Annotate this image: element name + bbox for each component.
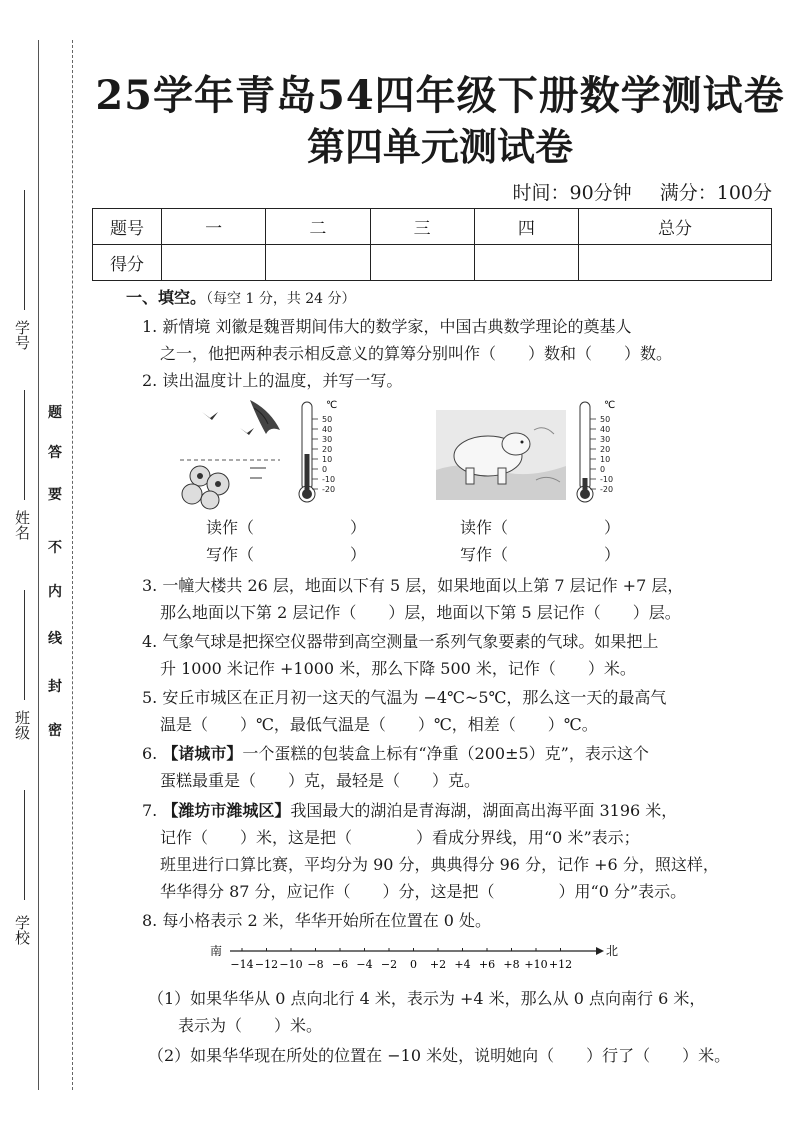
time-limit: 时间：90分钟 xyxy=(512,182,632,204)
question-8-sub-1-line-2: 表示为（ ）米。 xyxy=(178,1016,323,1035)
full-score: 满分：100分 xyxy=(659,182,772,204)
table-cell: 总分 xyxy=(579,209,772,245)
section-heading xyxy=(126,287,356,310)
therm-tick: 20 xyxy=(322,445,333,454)
q6-region-tag: 【诸城市】 xyxy=(162,744,243,763)
seal-char: 要 xyxy=(48,487,62,503)
question-8-sub-1-line-1: （1）如果华华从 0 点向北行 4 米，表示为 +4 米，那么从 0 点向南行 6 米， xyxy=(148,989,706,1008)
number-line-tick-label: −4 xyxy=(356,958,373,971)
table-cell: 四 xyxy=(474,209,578,245)
seal-char: 题 xyxy=(48,405,62,421)
question-4-line-1: 4. 气象气球是把探空仪器带到高空测量一系列气象要素的气球。如果把上 xyxy=(142,632,659,651)
number-line-tick-label: −6 xyxy=(331,958,349,971)
therm-tick: 10 xyxy=(600,455,611,464)
student-number-blank[interactable] xyxy=(24,190,25,310)
number-line-tick-label: −14 xyxy=(230,958,254,971)
number-line-tick-label: −12 xyxy=(254,958,279,971)
therm-unit: ℃ xyxy=(326,400,338,411)
q2-write-right[interactable]: 写作（ ） xyxy=(460,545,621,564)
score-table-score-row xyxy=(93,245,772,281)
therm-tick: 20 xyxy=(600,445,611,454)
seal-char: 不 xyxy=(48,540,62,556)
number-line xyxy=(208,940,619,980)
therm-unit: ℃ xyxy=(604,400,616,411)
therm-tick: 50 xyxy=(600,415,611,424)
q2-read-left[interactable]: 读作（ ） xyxy=(206,518,367,537)
thermometer-right xyxy=(578,396,648,508)
name-blank[interactable] xyxy=(24,390,25,500)
number-line-tick-label: 0 xyxy=(410,958,417,971)
class-blank[interactable] xyxy=(24,590,25,700)
therm-tick: -20 xyxy=(322,485,336,494)
birds-flowers-illustration xyxy=(180,398,300,510)
question-7-line-4: 华华得分 87 分，应记作（ ）分，这是把（ ）用“0 分”表示。 xyxy=(160,882,687,901)
question-5-line-2: 温是（ ）℃，最低气温是（ ）℃，相差（ ）℃。 xyxy=(160,715,598,734)
question-8-sub-2: （2）如果华华现在所处的位置在 −10 米处，说明她向（ ）行了（ ）米。 xyxy=(148,1046,731,1065)
therm-tick: 40 xyxy=(600,425,611,434)
student-number-label: 学号 xyxy=(13,320,31,350)
number-line-tick-label: +2 xyxy=(429,958,447,971)
question-1-line-1: 1. 新情境 刘徽是魏晋期间伟大的数学家，中国古典数学理论的奠基人 xyxy=(142,317,632,336)
question-8-line-1: 8. 每小格表示 2 米，华华开始所在位置在 0 处。 xyxy=(142,911,492,930)
class-label: 班级 xyxy=(13,710,31,740)
number-line-tick-label: +10 xyxy=(524,958,548,971)
section-title: 一、填空。 xyxy=(126,288,207,307)
score-input-cell[interactable] xyxy=(162,245,266,281)
score-table xyxy=(92,208,772,281)
school-blank[interactable] xyxy=(24,790,25,900)
seal-char: 密 xyxy=(48,723,62,739)
therm-tick: 40 xyxy=(322,425,333,434)
therm-tick: -10 xyxy=(600,475,614,484)
table-cell: 题号 xyxy=(93,209,162,245)
question-2-line-1: 2. 读出温度计上的温度，并写一写。 xyxy=(142,371,403,390)
page-subtitle: 第四单元测试卷 xyxy=(306,124,573,169)
seal-char: 线 xyxy=(48,631,62,647)
score-table-header-row xyxy=(93,209,772,245)
exam-meta xyxy=(491,178,773,205)
score-input-cell[interactable] xyxy=(579,245,772,281)
therm-tick: 0 xyxy=(600,465,606,474)
question-3-line-1: 3. 一幢大楼共 26 层，地面以下有 5 层，如果地面以上第 7 层记作 +7 层， xyxy=(142,576,684,595)
binding-dashed-line xyxy=(72,40,73,1090)
number-line-tick-label: +4 xyxy=(454,958,471,971)
seal-char: 封 xyxy=(48,679,62,695)
number-line-arrow xyxy=(596,947,604,955)
question-3-line-2: 那么地面以下第 2 层记作（ ）层，地面以下第 5 层记作（ ）层。 xyxy=(160,603,681,622)
question-1-line-2: 之一，他把两种表示相反意义的算筹分别叫作（ ）数和（ ）数。 xyxy=(160,344,673,363)
question-7-line-3: 班里进行口算比赛，平均分为 90 分，典典得分 96 分，记作 +6 分，照这样， xyxy=(160,855,719,874)
binding-strip xyxy=(0,0,80,1130)
q7-region-tag: 【潍坊市潍城区】 xyxy=(162,801,291,820)
school-label: 学校 xyxy=(13,915,31,945)
question-6-line-2: 蛋糕最重是（ ）克，最轻是（ ）克。 xyxy=(160,771,481,790)
number-line-tick-label: −8 xyxy=(307,958,324,971)
number-line-tick-label: −2 xyxy=(380,958,398,971)
score-input-cell[interactable] xyxy=(266,245,370,281)
table-cell: 得分 xyxy=(93,245,162,281)
page-title: 25学年青岛54四年级下册数学测试卷 xyxy=(95,72,785,119)
seal-char: 答 xyxy=(48,445,62,461)
therm-tick: 30 xyxy=(600,435,611,444)
polar-bear-illustration xyxy=(436,410,566,500)
seal-char: 内 xyxy=(48,584,62,600)
section-note: （每空 1 分，共 24 分） xyxy=(206,291,356,307)
therm-tick: 30 xyxy=(322,435,333,444)
therm-tick: 0 xyxy=(322,465,328,474)
number-line-tick-label: +6 xyxy=(478,958,496,971)
q2-write-left[interactable]: 写作（ ） xyxy=(206,545,367,564)
question-4-line-2: 升 1000 米记作 +1000 米，那么下降 500 米，记作（ ）米。 xyxy=(160,659,636,678)
number-line-south-label: 南 xyxy=(210,944,223,958)
number-line-tick-label: −10 xyxy=(279,958,303,971)
score-input-cell[interactable] xyxy=(474,245,578,281)
table-cell: 一 xyxy=(162,209,266,245)
name-label: 姓名 xyxy=(13,510,31,540)
number-line-north-label: 北 xyxy=(606,944,619,958)
binding-line xyxy=(38,40,39,1090)
question-5-line-1: 5. 安丘市城区在正月初一这天的气温为 −4℃~5℃，那么这一天的最高气 xyxy=(142,688,667,707)
question-6-line-1: 6. 【诸城市】一个蛋糕的包装盒上标有“净重（200±5）克”，表示这个 xyxy=(142,744,649,763)
q2-read-right[interactable]: 读作（ ） xyxy=(460,518,621,537)
therm-tick: 50 xyxy=(322,415,333,424)
therm-tick: -20 xyxy=(600,485,614,494)
therm-tick: -10 xyxy=(322,475,336,484)
question-7-line-1: 7. 【潍坊市潍城区】我国最大的湖泊是青海湖，湖面高出海平面 3196 米， xyxy=(142,801,678,820)
question-7-line-2: 记作（ ）米，这是把（ ）看成分界线，用“0 米”表示； xyxy=(160,828,640,847)
number-line-tick-label: +12 xyxy=(548,958,573,971)
therm-tick: 10 xyxy=(322,455,333,464)
table-cell: 二 xyxy=(266,209,370,245)
number-line-tick-label: +8 xyxy=(503,958,520,971)
table-cell: 三 xyxy=(370,209,474,245)
score-input-cell[interactable] xyxy=(370,245,474,281)
thermometer-left xyxy=(300,396,370,508)
